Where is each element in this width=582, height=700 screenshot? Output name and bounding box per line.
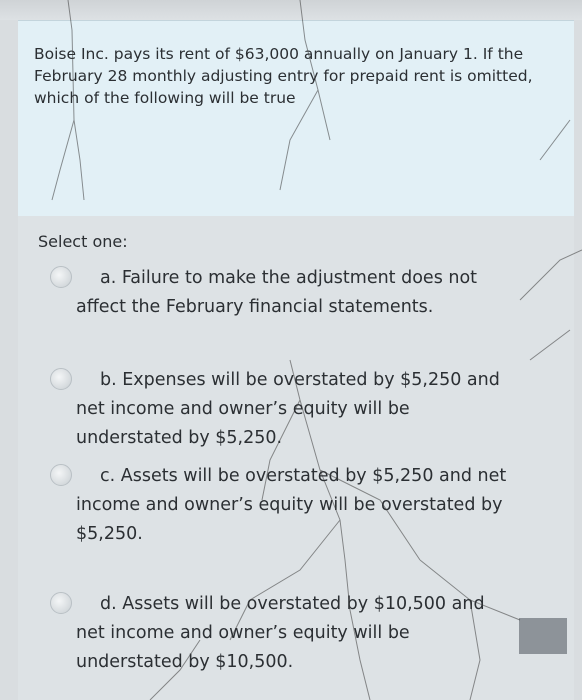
scroll-button[interactable]	[519, 618, 567, 654]
option-c-label: c. Assets will be overstated by $5,250 and net income and owner’s equity will be overstated by $5,250.	[76, 466, 507, 544]
question-text: Boise Inc. pays its rent of $63,000 annually on January 1. If the February 28 monthly adjusting entry for prepaid rent is omitted, which of the following will be true	[34, 45, 533, 107]
question-card	[18, 20, 574, 217]
select-one-label: Select one:	[38, 232, 128, 251]
option-d-label: d. Assets will be overstated by $10,500 and net income and owner’s equity will be understated by $10,500.	[76, 594, 485, 672]
radio-button-b[interactable]	[50, 368, 72, 390]
screen-bezel	[0, 0, 582, 20]
option-a-label: a. Failure to make the adjustment does not affect the February financial statements.	[76, 268, 478, 317]
radio-button-d[interactable]	[50, 592, 72, 614]
radio-button-a[interactable]	[50, 266, 72, 288]
option-b-label: b. Expenses will be overstated by $5,250 and net income and owner’s equity will be understated by $5,250.	[76, 370, 500, 448]
radio-button-c[interactable]	[50, 464, 72, 486]
